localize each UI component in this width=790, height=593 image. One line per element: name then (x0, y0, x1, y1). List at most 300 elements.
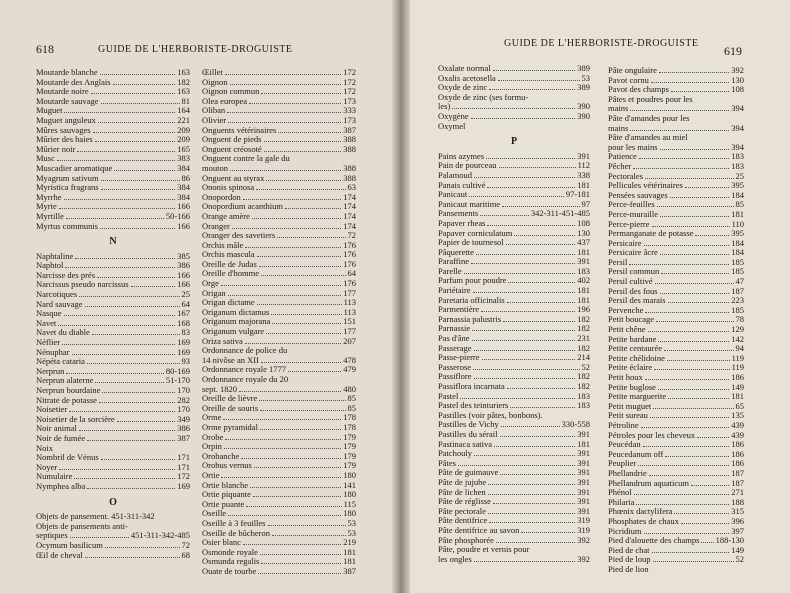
dot-leader (258, 573, 341, 574)
dot-leader (653, 408, 733, 409)
dot-leader (261, 563, 341, 564)
dot-leader (644, 245, 730, 246)
dot-leader (66, 373, 164, 374)
entry-term: Olivier (202, 114, 227, 125)
dot-leader (239, 391, 341, 392)
entry-term: Persil des marais (608, 295, 666, 306)
dot-leader (85, 557, 180, 558)
dot-leader (223, 419, 341, 420)
dot-leader (681, 523, 729, 524)
dot-leader (500, 436, 576, 437)
entry-page-ref: 166 (177, 269, 190, 280)
entry-term: Panais cultivé (438, 179, 486, 190)
entry-page-ref: 181 (577, 179, 590, 190)
dot-leader (665, 456, 729, 457)
dot-leader (472, 340, 576, 341)
dot-leader (272, 323, 341, 324)
dot-leader (245, 343, 341, 344)
dot-leader (268, 525, 346, 526)
dot-leader (271, 314, 341, 315)
dot-leader (228, 122, 341, 123)
entry-term: Pâte de lichen (438, 486, 486, 497)
entry-page-ref: 80-169 (165, 365, 190, 376)
index-entry (202, 269, 356, 279)
entry-page-ref: 166 (177, 279, 190, 290)
entry-page-ref: 176 (343, 278, 356, 289)
entry-page-ref: 177 (343, 326, 356, 337)
dot-leader (488, 494, 576, 495)
entry-term: Noir animal (36, 423, 77, 434)
entry-page-ref: 319 (577, 524, 590, 535)
dot-leader (488, 484, 575, 485)
book-gutter (392, 0, 410, 593)
entry-term: Ouate de tourbe (202, 565, 257, 576)
entry-term: Petite éclaire (608, 362, 653, 373)
entry-page-ref: 185 (731, 304, 744, 315)
dot-leader (85, 306, 180, 307)
entry-term: Osmunda regalis (202, 556, 260, 567)
dot-leader (638, 465, 729, 466)
dot-leader (131, 286, 176, 287)
entry-term: Pariétaire (438, 285, 471, 296)
entry-page-ref: 119 (731, 362, 744, 373)
entry-term: Parnassia palustris (438, 313, 502, 324)
entry-page-ref: 181 (577, 285, 590, 296)
dot-leader (691, 485, 729, 486)
section-letter-heading: O (109, 496, 117, 508)
entry-page-ref: 384 (177, 162, 190, 173)
index-entry (36, 551, 190, 561)
entry-page-ref: 181 (577, 438, 590, 449)
dot-leader (114, 170, 175, 171)
entry-term: Oseille à 3 feuilles (202, 517, 266, 528)
entry-page-ref: 180 (343, 508, 356, 519)
dot-leader (95, 382, 164, 383)
dot-leader (246, 506, 341, 507)
entry-term: Petite chélidoine (608, 352, 665, 363)
dot-leader (74, 478, 175, 479)
entry-term: Népéta cataria (36, 356, 85, 367)
dot-leader (685, 187, 729, 188)
entry-page-ref: 172 (343, 86, 356, 97)
entry-term: Mûrier noir (36, 143, 76, 154)
dot-leader (667, 360, 730, 361)
entry-page-ref: 383 (177, 153, 190, 164)
entry-page-ref: 53 (347, 517, 356, 528)
dot-leader (66, 218, 164, 219)
entry-term: Oranger (202, 220, 230, 231)
entry-term: Phellandrie (608, 467, 647, 478)
entry-term: Œillet (202, 67, 223, 77)
dot-leader (674, 513, 729, 514)
entry-term: Permanganate de potasse (608, 228, 694, 239)
entry-term: Phœnix dactylifera (608, 506, 673, 517)
entry-term: Onguent au styrax (202, 172, 265, 183)
entry-term: Myristica fragrans (36, 182, 99, 193)
index-entry (36, 222, 190, 232)
entry-term: Pied de chat (608, 544, 650, 555)
entry-page-ref: 113 (343, 297, 356, 308)
entry-term: Moutarde sauvage (36, 95, 99, 106)
entry-page-ref: 223 (731, 295, 744, 306)
entry-term: Passe-pierre (438, 352, 480, 363)
entry-term: Onguent de pieds (202, 134, 262, 145)
dot-leader (472, 330, 575, 331)
entry-term: les) (438, 101, 451, 112)
entry-page-ref: 170 (177, 385, 190, 395)
entry-page-ref: 181 (577, 246, 590, 257)
entry-term: Numulaire (36, 471, 73, 482)
dot-leader (230, 84, 342, 85)
entry-page-ref: 386 (177, 423, 190, 434)
dot-leader (480, 215, 529, 216)
entry-term: Palamoud (438, 169, 472, 180)
entry-page-ref: 169 (177, 337, 190, 348)
entry-term: Objets de pansement. 451-311-342 (36, 511, 155, 522)
entry-term: Pâte, poudre et vernis pour (438, 544, 530, 555)
entry-page-ref: 181 (731, 208, 744, 219)
entry-term: Nasque (36, 308, 62, 319)
entry-term: Petite marguerite (608, 391, 667, 402)
entry-page-ref: 391 (577, 150, 590, 161)
dot-leader (87, 363, 180, 364)
entry-page-ref: 182 (577, 371, 590, 382)
dot-leader (285, 208, 341, 209)
entry-page-ref: 319 (577, 515, 590, 526)
entry-term: Pied de loup (608, 554, 651, 565)
entry-term: Oxalis acetosella (438, 72, 496, 83)
index-column-left-1 (36, 68, 190, 560)
entry-term: Phosphates de chaux (608, 515, 679, 526)
dot-leader (99, 402, 175, 403)
dot-leader (649, 475, 730, 476)
entry-page-ref: 391 (577, 505, 590, 516)
entry-page-ref: 130 (577, 227, 590, 238)
entry-term: Orange amère (202, 210, 250, 221)
entry-page-ref: 179 (343, 460, 356, 471)
entry-page-ref: 179 (343, 441, 356, 452)
dot-leader (660, 254, 729, 255)
dot-leader (653, 561, 734, 562)
entry-term: Perce-pierre (608, 218, 650, 229)
entry-page-ref: 387 (343, 565, 356, 576)
entry-page-ref: 169 (177, 346, 190, 357)
dot-leader (260, 429, 341, 430)
entry-term: Pâte d'amandes pour les (608, 112, 690, 123)
entry-page-ref: 391 (577, 428, 590, 439)
dot-leader (256, 189, 345, 190)
dot-leader (228, 515, 341, 516)
entry-page-ref: 179 (343, 450, 356, 461)
entry-page-ref: 135 (731, 410, 744, 421)
entry-term: Oseille de bûcheron (202, 527, 270, 538)
dot-leader (474, 561, 575, 562)
entry-term: Pâtes (438, 457, 456, 468)
dot-leader (488, 513, 575, 514)
dot-leader (64, 199, 176, 200)
entry-term: Orobus vernus (202, 460, 252, 471)
entry-term: Onopordon (202, 191, 241, 202)
entry-page-ref: 176 (343, 258, 356, 269)
dot-leader (645, 178, 734, 179)
entry-page-ref: 394 (731, 141, 744, 152)
dot-leader (64, 315, 176, 316)
index-entry (608, 114, 744, 124)
entry-page-ref: 386 (177, 260, 190, 271)
dot-leader (652, 552, 730, 553)
entry-page-ref: 81 (181, 95, 190, 106)
entry-page-ref: 391 (577, 467, 590, 478)
page-number: 618 (36, 42, 54, 56)
entry-page-ref: 185 (731, 256, 744, 267)
entry-page-ref: 390 (577, 110, 590, 121)
dot-leader (660, 293, 730, 294)
index-entry (36, 482, 190, 492)
entry-term: Patchouly (438, 448, 472, 459)
entry-page-ref: 186 (731, 448, 744, 459)
dot-leader (493, 503, 575, 504)
entry-page-ref: 163 (177, 86, 190, 97)
entry-term: Pâtes et poudres pour les (608, 93, 693, 104)
entry-term: Orobe (202, 431, 224, 442)
dot-leader (474, 455, 575, 456)
dot-leader (668, 398, 729, 399)
entry-term: Ortie puante (202, 498, 245, 509)
dot-leader (260, 410, 345, 411)
entry-page-ref: 68 (181, 549, 190, 560)
dot-leader (288, 371, 341, 372)
entry-term: Oriza sativa (202, 335, 243, 346)
entry-page-ref: 171 (177, 452, 190, 463)
dot-leader (225, 74, 341, 75)
entry-page-ref: 64 (347, 268, 356, 279)
entry-term: Pensées sauvages (608, 189, 668, 200)
entry-term: Pied d'alouette des champs (608, 535, 700, 546)
entry-page-ref: 388 (343, 172, 356, 183)
entry-term: Orge (202, 278, 219, 289)
dot-leader (670, 197, 730, 198)
dot-leader (508, 282, 575, 283)
dot-leader (639, 158, 729, 159)
entry-term: Persil (608, 256, 628, 267)
dot-leader (489, 89, 575, 90)
index-entry (202, 567, 356, 577)
entry-page-ref: 78 (735, 314, 744, 325)
entry-page-ref: 181 (343, 556, 356, 567)
entry-term: Ortie piquante (202, 489, 251, 500)
entry-page-ref: 178 (343, 421, 356, 432)
entry-page-ref: 392 (731, 65, 744, 75)
dot-leader (521, 532, 575, 533)
entry-page-ref: 85 (347, 393, 356, 404)
index-entry (202, 433, 356, 443)
entry-term: Oxygène (438, 110, 469, 121)
entry-term: Pain de pourceau (438, 160, 497, 171)
entry-page-ref: 182 (577, 323, 590, 334)
entry-term: mains (608, 122, 629, 133)
entry-page-ref: 184 (731, 237, 744, 248)
dot-leader (259, 266, 341, 267)
index-entry (202, 404, 356, 414)
dot-leader (629, 264, 729, 265)
entry-term: Oreille d'homme (202, 268, 260, 279)
dot-leader (474, 378, 576, 379)
entry-term: Pâte de réglisse (438, 496, 491, 507)
entry-term: Pâte d'amandes au miel (608, 132, 688, 143)
entry-page-ref: 113 (343, 306, 356, 317)
dot-leader (272, 535, 346, 536)
entry-term: Origanum vulgare (202, 326, 265, 337)
entry-page-ref: 395 (731, 228, 744, 239)
entry-term: Objets de pansements anti- (36, 520, 128, 531)
dot-leader (69, 411, 175, 412)
entry-page-ref: 219 (343, 537, 356, 548)
entry-term: Néflier (36, 337, 61, 348)
dot-leader (278, 132, 341, 133)
dot-leader (510, 407, 575, 408)
entry-term: Oxalate normal (438, 63, 491, 73)
dot-leader (117, 421, 176, 422)
entry-page-ref: 47 (735, 276, 744, 287)
entry-term: Petite buglose (608, 381, 656, 392)
entry-page-ref: 384 (177, 191, 190, 202)
entry-page-ref: 349 (177, 413, 190, 424)
entry-page-ref: 185 (731, 266, 744, 277)
entry-term: Orme pyramidal (202, 421, 258, 432)
entry-page-ref: 385 (177, 250, 190, 261)
entry-term: Oseille (202, 508, 227, 519)
entry-term: Oreille de souris (202, 402, 259, 413)
dot-leader (249, 103, 341, 104)
entry-term: Perce-muraille (608, 208, 659, 219)
entry-page-ref: 214 (577, 352, 590, 363)
entry-term: Orchis mascula (202, 249, 255, 260)
entry-page-ref: 174 (343, 191, 356, 202)
entry-page-ref: 181 (731, 391, 744, 402)
dot-leader (502, 206, 579, 207)
entry-page-ref: 64 (181, 298, 190, 309)
dot-leader (501, 426, 560, 427)
entry-page-ref: 83 (181, 327, 190, 338)
entry-term: Oignon commun (202, 86, 260, 97)
entry-page-ref: 173 (343, 95, 356, 106)
entry-term: Orme (202, 412, 222, 423)
index-entry (438, 449, 590, 459)
entry-page-ref: 397 (731, 525, 744, 536)
index-column-left-2 (202, 68, 356, 576)
index-entry (202, 461, 356, 471)
entry-page-ref: 164 (177, 105, 190, 116)
dot-leader (660, 216, 729, 217)
entry-term: Persil cultivé (608, 276, 653, 287)
page-number: 619 (724, 44, 742, 58)
right-page (400, 0, 790, 593)
entry-page-ref: 174 (343, 210, 356, 221)
entry-term: Mûrier des haies (36, 134, 93, 145)
entry-term: Phénol (608, 487, 632, 498)
dot-leader (498, 80, 580, 81)
entry-term: Origanum majorana (202, 316, 271, 327)
entry-term: Pâte dentifrice au savon (438, 524, 520, 535)
dot-leader (105, 547, 180, 548)
dot-leader (100, 74, 176, 75)
entry-page-ref: 163 (177, 67, 190, 77)
entry-page-ref: 182 (177, 76, 190, 87)
entry-page-ref: 395 (731, 180, 744, 191)
dot-leader (261, 362, 341, 363)
entry-term: Pâte de jujube (438, 476, 487, 487)
entry-term: Nénuphar (36, 346, 70, 357)
section-letter-heading: N (109, 236, 117, 248)
entry-term: Ordonnance de police du (202, 345, 288, 356)
entry-term: Persicaire âcre (608, 247, 658, 258)
entry-term: Nerprun alaterne (36, 375, 94, 386)
entry-page-ref: 172 (343, 76, 356, 87)
entry-page-ref: 183 (731, 151, 744, 162)
dot-leader (473, 369, 579, 370)
entry-term: Parfum pour poudre (438, 275, 507, 286)
entry-page-ref: 181 (577, 294, 590, 305)
dot-leader (101, 180, 180, 181)
dot-leader (101, 103, 180, 104)
dot-leader (658, 341, 729, 342)
dot-leader (452, 108, 575, 109)
entry-term: Navet (36, 317, 57, 328)
dot-leader (254, 467, 341, 468)
entry-term: Myrtille (36, 210, 64, 221)
entry-term: Pellicules vétérinaires (608, 180, 683, 191)
index-entry (36, 434, 190, 444)
entry-term: Oliban (202, 105, 226, 116)
entry-page-ref: 221 (177, 114, 190, 125)
dot-leader (489, 522, 575, 523)
dot-leader (660, 149, 730, 150)
dot-leader (230, 170, 341, 171)
dot-leader (101, 459, 176, 460)
dot-leader (458, 465, 575, 466)
entry-term: Moutarde noire (36, 86, 89, 97)
entry-term: Noisetier (36, 404, 68, 415)
entry-term: Peuplier (608, 458, 637, 469)
index-entry (438, 122, 590, 132)
entry-page-ref: 394 (731, 122, 744, 133)
index-entry (202, 423, 356, 433)
dot-leader (482, 359, 576, 360)
entry-term: Passiflora incarnata (438, 381, 505, 391)
dot-leader (79, 296, 179, 297)
entry-page-ref: 209 (177, 124, 190, 135)
running-head: GUIDE DE L'HERBORISTE-DROGUISTE (98, 44, 293, 55)
entry-page-ref: 392 (577, 553, 590, 564)
dot-leader (250, 487, 341, 488)
entry-page-ref: 63 (347, 182, 356, 193)
entry-term: Origan (202, 287, 226, 298)
entry-term: Narcissus pseudo narcissus (36, 279, 129, 290)
entry-term: Ononis spinosa (202, 182, 255, 193)
entry-term: Pêcher (608, 160, 632, 171)
index-entry (202, 97, 356, 107)
entry-page-ref: 207 (343, 335, 356, 346)
entry-term: Oranger des savetiers (202, 230, 276, 241)
dot-leader (243, 544, 341, 545)
entry-page-ref: 181 (343, 546, 356, 557)
dot-leader (652, 226, 730, 227)
entry-page-ref: 94 (735, 343, 744, 354)
entry-page-ref: 129 (731, 324, 744, 335)
entry-page-ref: 391 (577, 448, 590, 459)
dot-leader (496, 542, 575, 543)
entry-page-ref: 176 (343, 239, 356, 250)
